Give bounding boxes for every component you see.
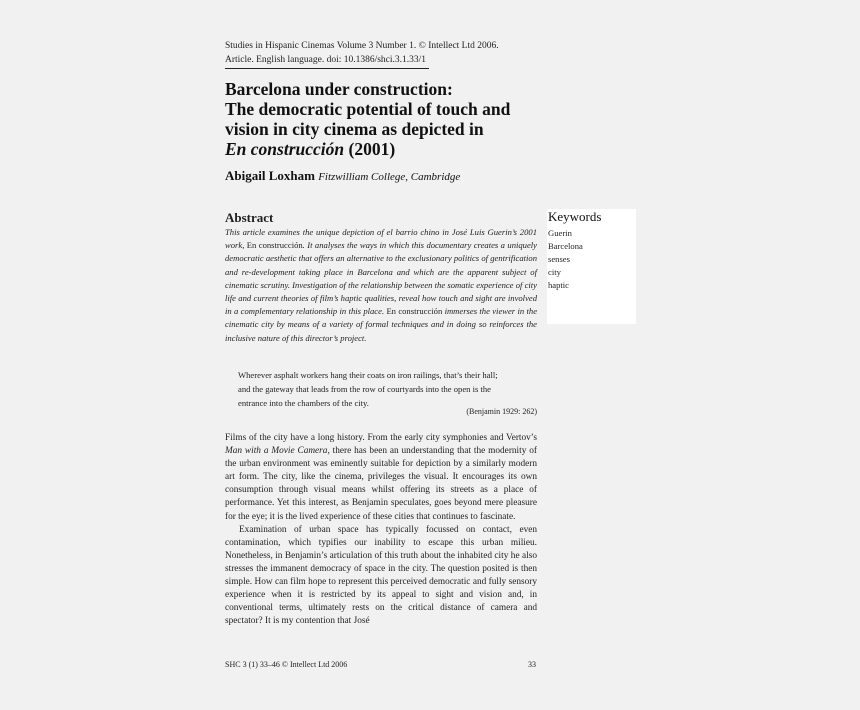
body-text-span: Films of the city have a long history. From the early city symphonies and Vertov’s (225, 433, 537, 443)
article-title (225, 79, 545, 159)
author-line (225, 168, 460, 184)
body-paragraph (225, 432, 537, 524)
title-line-4 (225, 139, 545, 159)
title-year: (2001) (344, 139, 396, 159)
author-affiliation: Fitzwilliam College, Cambridge (318, 171, 461, 183)
abstract-part-1: This article examines the unique depiction of el barrio chino in José Luis Guerin’s 2001 work, (225, 227, 537, 251)
abstract-heading: Abstract (225, 210, 274, 225)
journal-citation-line: Studies in Hispanic Cinemas Volume 3 Number 1. © Intellect Ltd 2006. (225, 41, 499, 51)
body-text (225, 432, 537, 628)
page-footer-citation: SHC 3 (1) 33–46 © Intellect Ltd 2006 (225, 660, 348, 669)
keywords-box (547, 209, 636, 324)
journal-header (225, 39, 499, 67)
keywords-list (548, 227, 583, 292)
article-doi-line: Article. English language. doi: 10.1386/shci.3.1.33/1 (225, 55, 427, 65)
abstract-text (225, 226, 537, 345)
keyword-item: senses (548, 254, 570, 264)
header-rule (225, 68, 429, 69)
epigraph-citation: (Benjamin 1929: 262) (466, 407, 537, 416)
abstract-part-3: immerses the viewer in the cinematic city by means of a variety of formal techniques and in doing so reinforces the inclusive nature of this director’s project. (225, 306, 538, 343)
keyword-item: Barcelona (548, 241, 583, 251)
epigraph-line: Wherever asphalt workers hang their coats on iron railings, that’s their hall; (238, 370, 498, 380)
keyword-item: city (548, 267, 561, 277)
abstract-part-2: . It analyses the ways in which this documentary creates a uniquely democratic aesthetic that offers an alternative to the exclusionary politics of gentrification and re-development taking place in Barcelona and which are the apparent subject of cinematic scrutiny. Investigation of the relationship between the somatic experience of city life and current theories of film’s haptic qualities, reveal how touch and sight are involved in a complementary relationship in this place. (225, 240, 537, 317)
title-line-3: vision in city cinema as depicted in (225, 119, 484, 139)
epigraph-line: and the gateway that leads from the row of courtyards into the open is the (238, 384, 491, 394)
author-name: Abigail Loxham (225, 168, 315, 183)
epigraph-line: entrance into the chambers of the city. (238, 398, 369, 408)
title-film-name: En construcción (225, 139, 345, 159)
keyword-item: Guerin (548, 228, 572, 238)
title-line-2: The democratic potential of touch and (225, 99, 511, 119)
page-number: 33 (528, 660, 536, 669)
abstract-work-title: En construcción (386, 306, 443, 317)
epigraph-quote (238, 368, 536, 410)
abstract-work-title: En construcción (246, 240, 303, 251)
keyword-item: haptic (548, 280, 569, 290)
film-title: Man with a Movie Camera (225, 446, 328, 457)
body-text-span: , there has been an understanding that the modernity of the urban environment was eminently suitable for depiction by a similarly modern art form. The city, like the cinema, privileges the visual. It encourages its own consumption through visual means whilst offering its streets as a place of performance. Yet this interest, as Benjamin speculates, goes beyond mere pleasure for the eye; it is the lived experience of these cities that continues to fascinate. (225, 446, 538, 522)
keywords-heading: Keywords (548, 209, 602, 224)
body-paragraph: Examination of urban space has typically focussed on contact, even contamination, which typifies our inability to escape this urban milieu. Nonetheless, in Benjamin’s articulation of this truth about the inhabited city he also stresses the immanent democracy of space in the city. The question posited is then simple. How can film hope to represent this perceived democratic and fully sensory experience when it is restricted by its appeal to sight and vision and, in conventional terms, ultimately rests on the critical distance of camera and spectator? It is my contention that José (225, 524, 537, 627)
title-line-1: Barcelona under construction: (225, 79, 453, 99)
